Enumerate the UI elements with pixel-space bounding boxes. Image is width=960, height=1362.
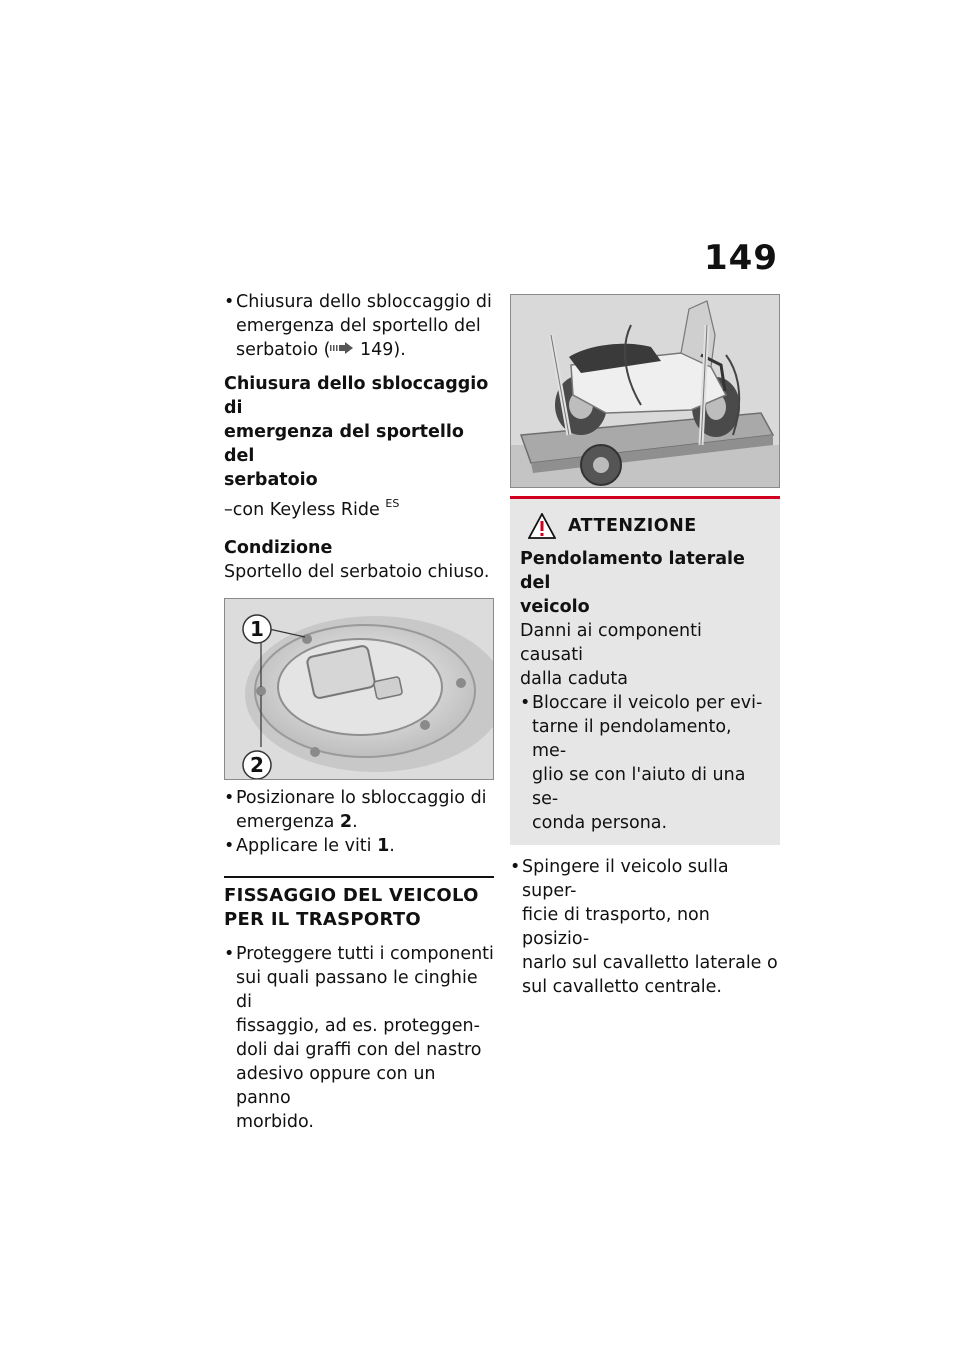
warning-box <box>510 496 780 845</box>
warning-text: Danni ai componenti causati dalla caduta <box>520 621 702 689</box>
page-reference-arrow-icon <box>330 342 354 354</box>
protect-components-bullet: • Proteggere tutti i componenti sui quali passano le cinghie di fissaggio, ad es. proteggen- doli dai graffi con del nastro adesivo oppure con un panno morbido. <box>224 944 494 1132</box>
warning-title: ATTENZIONE <box>568 516 697 536</box>
page-number: 149 <box>704 238 778 278</box>
callout-2: 2 <box>250 753 264 777</box>
push-vehicle-bullet: • Spingere il veicolo sulla super- ficie di trasporto, non posizio- narlo sul cavalletto laterale o sul cavalletto centrale. <box>510 857 778 997</box>
warning-header <box>528 513 770 539</box>
step-apply-screws: • Applicare le viti 1. <box>224 836 395 856</box>
right-column <box>510 294 780 999</box>
scooter-on-trailer-illustration <box>511 295 779 487</box>
procedure-heading: Chiusura dello sbloccaggio di emergenza del sportello del serbatoio <box>224 374 489 490</box>
intro-bullet: • Chiusura dello sbloccaggio di emergenza del sportello del serbatoio ( 149). <box>224 292 492 360</box>
left-column <box>224 290 494 1134</box>
variant-label: –con Keyless Ride $^{ES}$ <box>224 497 400 520</box>
condition-text: Sportello del serbatoio chiuso. <box>224 562 490 582</box>
warning-bullet: • Bloccare il veicolo per evi- tarne il pendolamento, me- glio se con l'aiuto di una se- conda persona. <box>520 693 763 833</box>
callout-1: 1 <box>250 617 264 641</box>
warning-heading: Pendolamento laterale del veicolo <box>520 549 745 617</box>
fuel-cap-figure <box>224 598 494 780</box>
fuel-cap-illustration <box>225 599 493 779</box>
step-list <box>224 786 494 858</box>
bullet-dot: • <box>224 292 235 312</box>
step-position-release: • Posizionare lo sbloccaggio di emergenza 2. <box>224 788 487 832</box>
condition-label: Condizione <box>224 538 333 558</box>
page-reference[interactable]: 149). <box>354 340 406 360</box>
warning-triangle-icon <box>528 513 556 539</box>
scooter-transport-figure <box>510 294 780 488</box>
section-title: FISSAGGIO DEL VEICOLO PER IL TRASPORTO <box>224 885 479 930</box>
section-divider <box>224 876 494 932</box>
